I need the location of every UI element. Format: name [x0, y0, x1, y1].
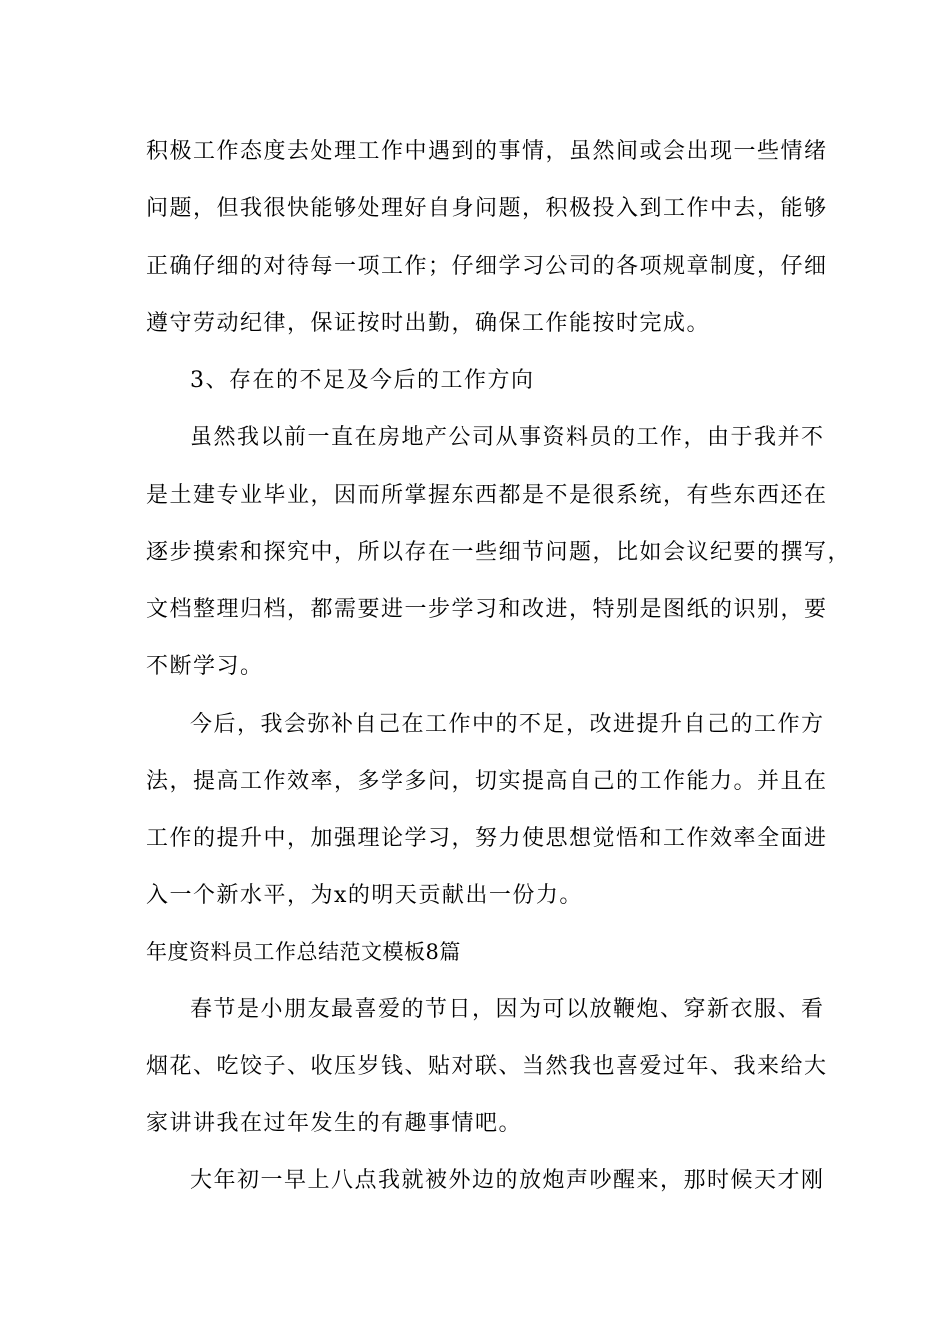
paragraph-line: 春节是小朋友最喜爱的节日，因为可以放鞭炮、穿新衣服、看 [190, 997, 825, 1022]
paragraph-line: 遵守劳动纪律，保证按时出勤，确保工作能按时完成。 [146, 311, 711, 336]
section-heading: 3、存在的不足及今后的工作方向 [190, 368, 535, 393]
paragraph-line: 大年初一早上八点我就被外边的放炮声吵醒来，那时候天才刚 [190, 1168, 825, 1193]
document-title: 年度资料员工作总结范文模板8篇 [146, 940, 461, 964]
paragraph-line: 文档整理归档，都需要进一步学习和改进，特别是图纸的识别，要 [146, 597, 828, 622]
paragraph-line: 积极工作态度去处理工作中遇到的事情，虽然间或会出现一些情绪 [146, 139, 828, 164]
paragraph-line: 工作的提升中，加强理论学习，努力使思想觉悟和工作效率全面进 [146, 826, 828, 851]
paragraph-line: 今后，我会弥补自己在工作中的不足，改进提升自己的工作方 [190, 712, 825, 737]
paragraph-line: 法，提高工作效率，多学多问，切实提高自己的工作能力。并且在 [146, 769, 828, 794]
paragraph-line: 逐步摸索和探究中，所以存在一些细节问题，比如会议纪要的撰写， [146, 540, 852, 565]
paragraph-line: 入一个新水平，为x的明天贡献出一份力。 [146, 883, 583, 908]
paragraph-line: 不断学习。 [146, 654, 264, 679]
paragraph-line: 虽然我以前一直在房地产公司从事资料员的工作，由于我并不 [190, 425, 825, 450]
paragraph-line: 烟花、吃饺子、收压岁钱、贴对联、当然我也喜爱过年、我来给大 [146, 1054, 828, 1079]
paragraph-line: 家讲讲我在过年发生的有趣事情吧。 [146, 1111, 523, 1136]
paragraph-line: 正确仔细的对待每一项工作；仔细学习公司的各项规章制度，仔细 [146, 254, 828, 279]
paragraph-line: 是土建专业毕业，因而所掌握东西都是不是很系统，有些东西还在 [146, 483, 828, 508]
paragraph-line: 问题，但我很快能够处理好自身问题，积极投入到工作中去，能够 [146, 196, 828, 221]
